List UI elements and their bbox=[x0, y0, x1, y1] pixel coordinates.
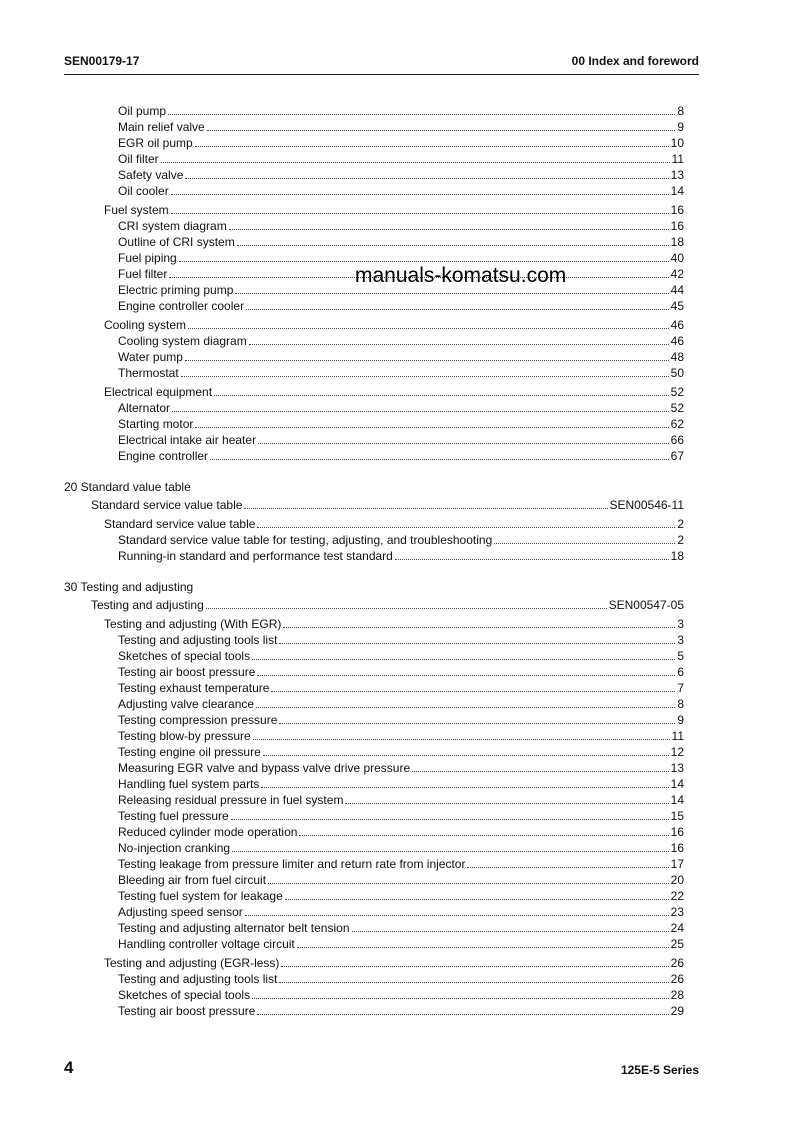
toc-entry bbox=[64, 597, 684, 613]
toc-entry-title: Testing and adjusting bbox=[91, 598, 204, 612]
toc-entry bbox=[64, 856, 684, 872]
toc-entry-page: 22 bbox=[670, 889, 684, 903]
toc-entry-page: 45 bbox=[670, 299, 684, 313]
toc-entry-page: 16 bbox=[670, 219, 684, 233]
toc-entry-page: 5 bbox=[677, 649, 684, 663]
toc-entry-page: 6 bbox=[677, 665, 684, 679]
toc-entry-page: 46 bbox=[670, 318, 684, 332]
toc-entry-title: Cooling system bbox=[104, 318, 187, 332]
toc-entry-page: 52 bbox=[670, 385, 684, 399]
dot-leader bbox=[172, 411, 669, 412]
dot-leader bbox=[161, 162, 670, 163]
dot-leader bbox=[232, 851, 669, 852]
toc-entry-page: 66 bbox=[670, 433, 684, 447]
toc-entry bbox=[64, 479, 684, 495]
toc-entry bbox=[64, 904, 684, 920]
toc-entry-page: SEN00547-05 bbox=[608, 598, 684, 612]
series-label: 125E-5 Series bbox=[620, 1063, 699, 1077]
toc-entry bbox=[64, 824, 684, 840]
dot-leader bbox=[252, 998, 669, 999]
toc-entry-page: 13 bbox=[670, 168, 684, 182]
toc-entry bbox=[64, 151, 684, 167]
toc-entry-title: Handling fuel system parts bbox=[118, 777, 260, 791]
toc-entry-title: Standard service value table bbox=[91, 498, 243, 512]
dot-leader bbox=[257, 527, 675, 528]
toc-entry-page: 9 bbox=[677, 713, 684, 727]
toc-entry bbox=[64, 840, 684, 856]
dot-leader bbox=[252, 659, 675, 660]
toc-entry-title: Electrical intake air heater bbox=[118, 433, 257, 447]
toc-entry-title: EGR oil pump bbox=[118, 136, 193, 150]
toc-entry bbox=[64, 333, 684, 349]
toc-entry bbox=[64, 218, 684, 234]
toc-entry-title: Testing and adjusting (With EGR) bbox=[104, 617, 282, 631]
page-number: 4 bbox=[64, 1058, 74, 1077]
toc-entry-page: 67 bbox=[670, 449, 684, 463]
toc-entry bbox=[64, 167, 684, 183]
toc-entry bbox=[64, 202, 684, 218]
toc-entry-title: Water pump bbox=[118, 350, 183, 364]
toc-entry-title: Testing air boost pressure bbox=[118, 1004, 256, 1018]
toc-entry-title: Handling controller voltage circuit bbox=[118, 937, 295, 951]
toc-entry-page: 2 bbox=[677, 517, 684, 531]
toc-entry bbox=[64, 792, 684, 808]
toc-entry-title: Testing fuel pressure bbox=[118, 809, 229, 823]
toc-entry bbox=[64, 616, 684, 632]
dot-leader bbox=[257, 1014, 668, 1015]
toc-entry-title: Oil cooler bbox=[118, 184, 169, 198]
toc-entry-page: 8 bbox=[677, 104, 684, 118]
toc-entry bbox=[64, 384, 684, 400]
toc-entry-title: Running-in standard and performance test standard bbox=[118, 549, 393, 563]
toc-entry bbox=[64, 103, 684, 119]
toc-entry-page: SEN00546-11 bbox=[609, 498, 684, 512]
toc-entry bbox=[64, 579, 684, 595]
toc-entry bbox=[64, 298, 684, 314]
toc-entry-title: Measuring EGR valve and bypass valve drive pressure bbox=[118, 761, 411, 775]
dot-leader bbox=[195, 427, 668, 428]
toc-entry bbox=[64, 119, 684, 135]
toc-entry-page: 13 bbox=[670, 761, 684, 775]
toc-entry-title: Testing engine oil pressure bbox=[118, 745, 261, 759]
toc-entry-title: Fuel system bbox=[104, 203, 169, 217]
toc-entry bbox=[64, 400, 684, 416]
toc-entry-title: Outline of CRI system bbox=[118, 235, 235, 249]
toc-entry bbox=[64, 888, 684, 904]
toc-entry-title: 20 Standard value table bbox=[64, 480, 191, 494]
toc-entry-page: 8 bbox=[677, 697, 684, 711]
toc-entry-title: Sketches of special tools bbox=[118, 649, 251, 663]
toc-entry bbox=[64, 416, 684, 432]
dot-leader bbox=[257, 675, 675, 676]
toc-entry-page: 14 bbox=[670, 777, 684, 791]
dot-leader bbox=[345, 803, 668, 804]
dot-leader bbox=[253, 739, 670, 740]
toc-entry bbox=[64, 365, 684, 381]
dot-leader bbox=[258, 443, 669, 444]
toc-entry-page: 11 bbox=[671, 152, 684, 166]
toc-entry-title: No-injection cranking bbox=[118, 841, 231, 855]
toc-entry bbox=[64, 744, 684, 760]
dot-leader bbox=[285, 899, 669, 900]
toc-entry bbox=[64, 712, 684, 728]
toc-entry-title: CRI system diagram bbox=[118, 219, 227, 233]
toc-entry bbox=[64, 349, 684, 365]
toc-entry-title: Testing blow-by pressure bbox=[118, 729, 251, 743]
toc-entry-page: 11 bbox=[671, 729, 684, 743]
toc-entry-title: Electric priming pump bbox=[118, 283, 234, 297]
toc-entry-page: 17 bbox=[670, 857, 684, 871]
dot-leader bbox=[279, 982, 668, 983]
table-of-contents bbox=[64, 103, 684, 1019]
section-title: 00 Index and foreword bbox=[571, 54, 699, 68]
dot-leader bbox=[237, 245, 669, 246]
toc-entry-title: Testing leakage from pressure limiter and return rate from injector bbox=[118, 857, 466, 871]
toc-entry-page: 46 bbox=[670, 334, 684, 348]
dot-leader bbox=[246, 309, 669, 310]
dot-leader bbox=[261, 787, 668, 788]
toc-entry-page: 14 bbox=[670, 793, 684, 807]
toc-entry-title: 30 Testing and adjusting bbox=[64, 580, 194, 594]
toc-entry-page: 16 bbox=[670, 203, 684, 217]
dot-leader bbox=[412, 771, 669, 772]
toc-entry-page: 14 bbox=[670, 184, 684, 198]
toc-entry-page: 40 bbox=[670, 251, 684, 265]
toc-entry-title: Main relief valve bbox=[118, 120, 205, 134]
toc-entry-title: Thermostat bbox=[118, 366, 179, 380]
toc-entry-title: Testing and adjusting alternator belt tension bbox=[118, 921, 350, 935]
toc-entry bbox=[64, 648, 684, 664]
document-code: SEN00179-17 bbox=[64, 54, 140, 68]
toc-entry-page: 18 bbox=[670, 549, 684, 563]
toc-entry-title: Engine controller cooler bbox=[118, 299, 245, 313]
toc-entry bbox=[64, 920, 684, 936]
dot-leader bbox=[279, 643, 675, 644]
toc-entry-page: 9 bbox=[677, 120, 684, 134]
toc-entry bbox=[64, 632, 684, 648]
toc-entry bbox=[64, 696, 684, 712]
toc-entry-page: 16 bbox=[670, 841, 684, 855]
toc-entry bbox=[64, 516, 684, 532]
toc-entry-page: 3 bbox=[677, 633, 684, 647]
dot-leader bbox=[494, 543, 675, 544]
toc-entry-page: 50 bbox=[670, 366, 684, 380]
toc-entry-page: 29 bbox=[670, 1004, 684, 1018]
watermark: manuals-komatsu.com bbox=[355, 264, 567, 287]
toc-entry-page: 24 bbox=[670, 921, 684, 935]
dot-leader bbox=[185, 178, 668, 179]
dot-leader bbox=[297, 947, 669, 948]
toc-entry bbox=[64, 548, 684, 564]
toc-entry-page: 10 bbox=[670, 136, 684, 150]
toc-entry-page: 52 bbox=[670, 401, 684, 415]
dot-leader bbox=[244, 508, 607, 509]
dot-leader bbox=[245, 915, 669, 916]
toc-entry-title: Testing and adjusting tools list bbox=[118, 633, 278, 647]
toc-entry bbox=[64, 664, 684, 680]
toc-entry bbox=[64, 135, 684, 151]
toc-entry-title: Alternator bbox=[118, 401, 171, 415]
toc-entry-title: Fuel filter bbox=[118, 267, 168, 281]
toc-entry-page: 44 bbox=[670, 283, 684, 297]
toc-entry bbox=[64, 432, 684, 448]
toc-entry-title: Fuel piping bbox=[118, 251, 177, 265]
toc-entry bbox=[64, 183, 684, 199]
dot-leader bbox=[171, 194, 669, 195]
toc-entry-title: Engine controller bbox=[118, 449, 209, 463]
dot-leader bbox=[231, 819, 669, 820]
dot-leader bbox=[207, 130, 676, 131]
toc-entry-title: Testing exhaust temperature bbox=[118, 681, 270, 695]
toc-entry bbox=[64, 448, 684, 464]
toc-entry-title: Adjusting valve clearance bbox=[118, 697, 255, 711]
dot-leader bbox=[179, 261, 669, 262]
dot-leader bbox=[206, 608, 607, 609]
dot-leader bbox=[271, 691, 675, 692]
dot-leader bbox=[268, 883, 669, 884]
toc-entry-title: Testing and adjusting tools list bbox=[118, 972, 278, 986]
toc-entry bbox=[64, 936, 684, 952]
toc-entry-page: 15 bbox=[670, 809, 684, 823]
toc-entry bbox=[64, 234, 684, 250]
toc-entry bbox=[64, 808, 684, 824]
toc-entry-title: Testing and adjusting (EGR-less) bbox=[104, 956, 280, 970]
dot-leader bbox=[283, 627, 675, 628]
toc-entry-page: 26 bbox=[670, 956, 684, 970]
toc-entry-page: 3 bbox=[677, 617, 684, 631]
toc-entry bbox=[64, 760, 684, 776]
dot-leader bbox=[235, 293, 668, 294]
toc-entry-page: 48 bbox=[670, 350, 684, 364]
dot-leader bbox=[299, 835, 668, 836]
toc-entry-page: 26 bbox=[670, 972, 684, 986]
dot-leader bbox=[181, 376, 669, 377]
toc-entry-page: 7 bbox=[677, 681, 684, 695]
toc-entry bbox=[64, 872, 684, 888]
toc-entry-title: Cooling system diagram bbox=[118, 334, 247, 348]
toc-entry-title: Starting motor bbox=[118, 417, 194, 431]
dot-leader bbox=[214, 395, 669, 396]
toc-entry bbox=[64, 317, 684, 333]
dot-leader bbox=[256, 707, 675, 708]
toc-entry-title: Sketches of special tools bbox=[118, 988, 251, 1002]
toc-entry-page: 23 bbox=[670, 905, 684, 919]
toc-entry-page: 28 bbox=[670, 988, 684, 1002]
toc-entry-title: Testing fuel system for leakage bbox=[118, 889, 283, 903]
dot-leader bbox=[281, 966, 668, 967]
toc-entry-title: Oil filter bbox=[118, 152, 159, 166]
toc-entry-title: Oil pump bbox=[118, 104, 167, 118]
toc-entry bbox=[64, 532, 684, 548]
toc-entry bbox=[64, 1003, 684, 1019]
dot-leader bbox=[249, 344, 669, 345]
toc-entry-page: 42 bbox=[670, 267, 684, 281]
dot-leader bbox=[168, 114, 675, 115]
toc-entry bbox=[64, 776, 684, 792]
toc-entry-page: 18 bbox=[670, 235, 684, 249]
toc-entry-page: 25 bbox=[670, 937, 684, 951]
toc-entry-title: Standard service value table for testing, adjusting, and troubleshooting bbox=[118, 533, 493, 547]
dot-leader bbox=[185, 360, 669, 361]
dot-leader bbox=[210, 459, 669, 460]
toc-entry-title: Testing air boost pressure bbox=[118, 665, 256, 679]
toc-entry-title: Testing compression pressure bbox=[118, 713, 278, 727]
toc-entry bbox=[64, 680, 684, 696]
toc-entry-title: Electrical equipment bbox=[104, 385, 213, 399]
dot-leader bbox=[188, 328, 669, 329]
toc-entry-page: 16 bbox=[670, 825, 684, 839]
dot-leader bbox=[352, 931, 669, 932]
toc-entry-page: 62 bbox=[670, 417, 684, 431]
toc-entry-page: 12 bbox=[670, 745, 684, 759]
dot-leader bbox=[467, 867, 668, 868]
toc-entry bbox=[64, 728, 684, 744]
dot-leader bbox=[229, 229, 669, 230]
toc-entry-title: Standard service value table bbox=[104, 517, 256, 531]
dot-leader bbox=[171, 213, 669, 214]
header-rule bbox=[64, 74, 699, 75]
toc-entry bbox=[64, 955, 684, 971]
dot-leader bbox=[263, 755, 669, 756]
toc-entry bbox=[64, 971, 684, 987]
toc-entry-page: 20 bbox=[670, 873, 684, 887]
toc-entry-title: Bleeding air from fuel circuit bbox=[118, 873, 267, 887]
toc-entry-title: Releasing residual pressure in fuel system bbox=[118, 793, 344, 807]
toc-entry-title: Reduced cylinder mode operation bbox=[118, 825, 298, 839]
toc-entry-title: Adjusting speed sensor bbox=[118, 905, 243, 919]
toc-entry bbox=[64, 987, 684, 1003]
toc-entry-title: Safety valve bbox=[118, 168, 184, 182]
dot-leader bbox=[279, 723, 675, 724]
dot-leader bbox=[395, 559, 669, 560]
toc-entry-page: 2 bbox=[677, 533, 684, 547]
toc-entry bbox=[64, 497, 684, 513]
dot-leader bbox=[195, 146, 669, 147]
